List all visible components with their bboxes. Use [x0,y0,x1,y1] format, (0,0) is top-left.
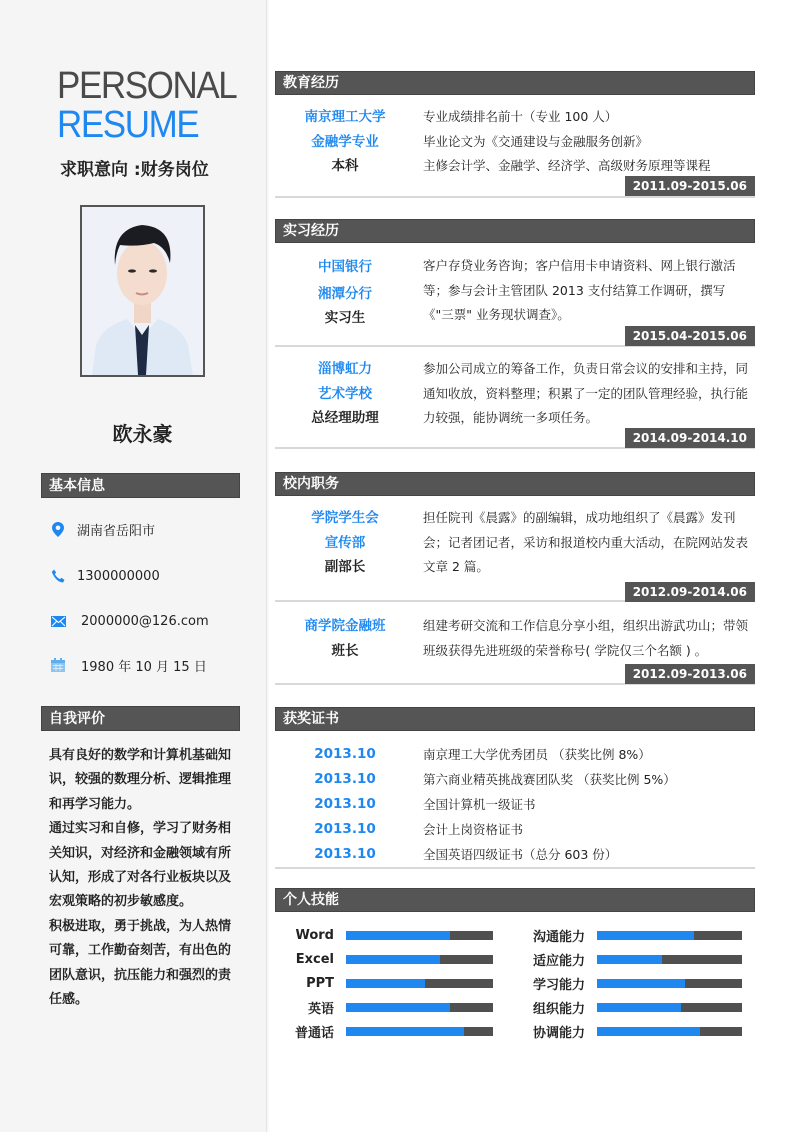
skill-bar-fill [597,1027,700,1036]
skill-bar [346,931,493,940]
info-row-location [50,518,155,540]
section-header-internship: 实习经历 [275,219,755,243]
skill-bar-fill [346,1027,464,1036]
education-org [275,105,415,179]
award-item [275,841,755,866]
info-email: 2000000@126.com [81,613,209,629]
skill-bar [346,979,493,988]
title-resume: RESUME [57,104,199,146]
skill-bar-fill [346,1003,450,1012]
school-name: 南京理工大学 [304,109,386,125]
job-role: 实习生 [324,310,366,326]
profile-photo [80,205,205,377]
section-header-awards: 获奖证书 [275,707,755,731]
skill-bar-fill [597,931,694,940]
skill-bar [597,1003,742,1012]
skill-bar-fill [597,955,662,964]
campus-org [275,614,415,663]
calendar-icon [50,657,66,673]
skill-bar [346,1003,493,1012]
campus-entry [275,614,755,685]
org-name: 学院学生会 [311,510,379,526]
skill-row-organization [515,995,742,1019]
job-intent: 求职意向 :财务岗位 [60,160,209,180]
info-location: 湖南省岳阳市 [77,523,156,539]
skill-label: PPT [306,975,334,991]
skill-bar [597,955,742,964]
location-icon [50,521,66,537]
degree: 本科 [331,158,359,174]
org-department: 宣传部 [324,534,366,551]
skill-row-word [270,923,493,947]
campus-role: 副部长 [324,559,366,575]
skill-label: 适应能力 [532,953,585,969]
skill-label: Word [295,927,334,943]
education-detail: 专业成绩排名前十（专业 100 人） [423,109,618,124]
campus-description: 担任院刊《晨露》的副编辑，成功地组织了《晨露》发刊会；记者团记者，采访和报道校内重大活动，在院网站发表文章 2 篇。 [423,510,749,574]
skill-bar-fill [346,931,450,940]
skill-bar [597,979,742,988]
skill-row-learning [515,971,742,995]
company-branch: 艺术学校 [318,385,372,402]
award-date: 2013.10 [314,745,376,762]
title-personal: PERSONAL [57,65,237,107]
section-header-campus: 校内职务 [275,472,755,496]
skill-row-adaptability [515,947,742,971]
campus-org [275,506,415,580]
date-tag: 2011.09-2015.06 [625,176,755,196]
info-phone: 1300000000 [77,568,160,584]
skill-bar [597,1027,742,1036]
skill-bar-fill [597,1003,681,1012]
skill-bar-fill [346,979,425,988]
info-row-birthday [50,654,207,676]
skill-row-mandarin [270,1019,493,1043]
internship-org [275,357,415,431]
education-details [423,105,753,179]
award-date: 2013.10 [314,770,376,787]
skill-bar [346,1027,493,1036]
education-entry [275,105,755,198]
skill-row-english [270,995,493,1019]
skill-label: 组织能力 [532,1001,585,1017]
internship-description: 参加公司成立的筹备工作，负责日常会议的安排和主持，同通知收放，资料整理；积累了一定的团队管理经验，执行能力较强，能协调统一多项任务。 [423,361,749,425]
skill-row-communication [515,923,742,947]
skill-label: 普通话 [294,1025,334,1041]
award-item [275,766,755,791]
award-name: 第六商业精英挑战赛团队奖 （获奖比例 5%） [423,771,676,787]
section-header-self-evaluation: 自我评价 [41,706,240,731]
company-branch: 湘潭分行 [318,286,372,302]
date-tag: 2015.04-2015.06 [625,326,755,346]
skill-label: 英语 [307,1001,334,1017]
skill-label: 学习能力 [532,977,585,993]
skill-row-excel [270,947,493,971]
info-row-phone [50,565,160,587]
award-name: 全国英语四级证书（总分 603 份） [423,846,618,862]
org-name: 商学院金融班 [304,618,386,634]
award-name: 南京理工大学优秀团员 （获奖比例 8%） [423,746,651,762]
company-name: 中国银行 [318,259,372,275]
education-detail: 主修会计学、金融学、经济学、高级财务原理等课程 [423,158,711,173]
award-item [275,791,755,816]
date-tag: 2012.09-2014.06 [625,582,755,602]
internship-org [275,254,415,328]
major-name: 金融学专业 [311,133,379,150]
education-detail: 毕业论文为《交通建设与金融服务创新》 [423,133,649,149]
award-item [275,816,755,841]
date-tag: 2014.09-2014.10 [625,428,755,448]
award-date: 2013.10 [314,795,376,812]
info-birthday: 1980 年 10 月 15 日 [81,659,207,675]
evaluation-paragraph: 积极进取，勇于挑战，为人热情可靠，工作勤奋刻苦，有出色的团队意识，抗压能力和强烈的责任感。 [49,918,232,1008]
campus-description: 组建考研交流和工作信息分享小组，组织出游武功山；带领班级获得先进班级的荣誉称号( 学院仅三个名额 ) 。 [423,618,749,658]
skill-row-ppt [270,971,493,995]
award-date: 2013.10 [314,845,376,862]
award-name: 会计上岗资格证书 [423,821,524,837]
company-name: 淄博虹力 [318,361,372,377]
award-item [275,741,755,766]
internship-entry [275,357,755,449]
section-header-skills: 个人技能 [275,888,755,912]
phone-icon [50,568,66,584]
skill-bar-fill [597,979,685,988]
section-header-education: 教育经历 [275,71,755,95]
internship-description: 客户存贷业务咨询；客户信用卡申请资料、网上银行激活等；参与会计主管团队 2013 支付结算工作调研，撰写《"三票" 业务现状调查》。 [423,258,736,322]
skill-bar-fill [346,955,440,964]
job-role: 总经理助理 [311,410,379,426]
award-list [275,741,755,869]
section-header-basic-info: 基本信息 [41,473,240,498]
campus-entry [275,506,755,602]
self-evaluation-text [49,744,239,1012]
person-portrait-icon [82,207,203,375]
skill-label: 沟通能力 [532,929,585,945]
campus-role: 班长 [331,642,359,659]
evaluation-paragraph: 具有良好的数学和计算机基础知识，较强的数理分析、逻辑推理和再学习能力。 [49,748,232,812]
internship-entry [275,254,755,347]
skill-bar [597,931,742,940]
skill-row-coordination [515,1019,742,1043]
email-icon [50,613,66,629]
date-tag: 2012.09-2013.06 [625,664,755,684]
info-row-email [50,610,209,632]
award-date: 2013.10 [314,820,376,837]
candidate-name: 欧永豪 [112,422,173,446]
skill-bar [346,955,493,964]
award-name: 全国计算机一级证书 [423,796,536,812]
skill-label: 协调能力 [532,1025,585,1041]
skill-label: Excel [295,951,334,967]
evaluation-paragraph: 通过实习和自修，学习了财务相关知识，对经济和金融领域有所认知，形成了对各行业板块以及宏观策略的初步敏感度。 [49,821,232,910]
